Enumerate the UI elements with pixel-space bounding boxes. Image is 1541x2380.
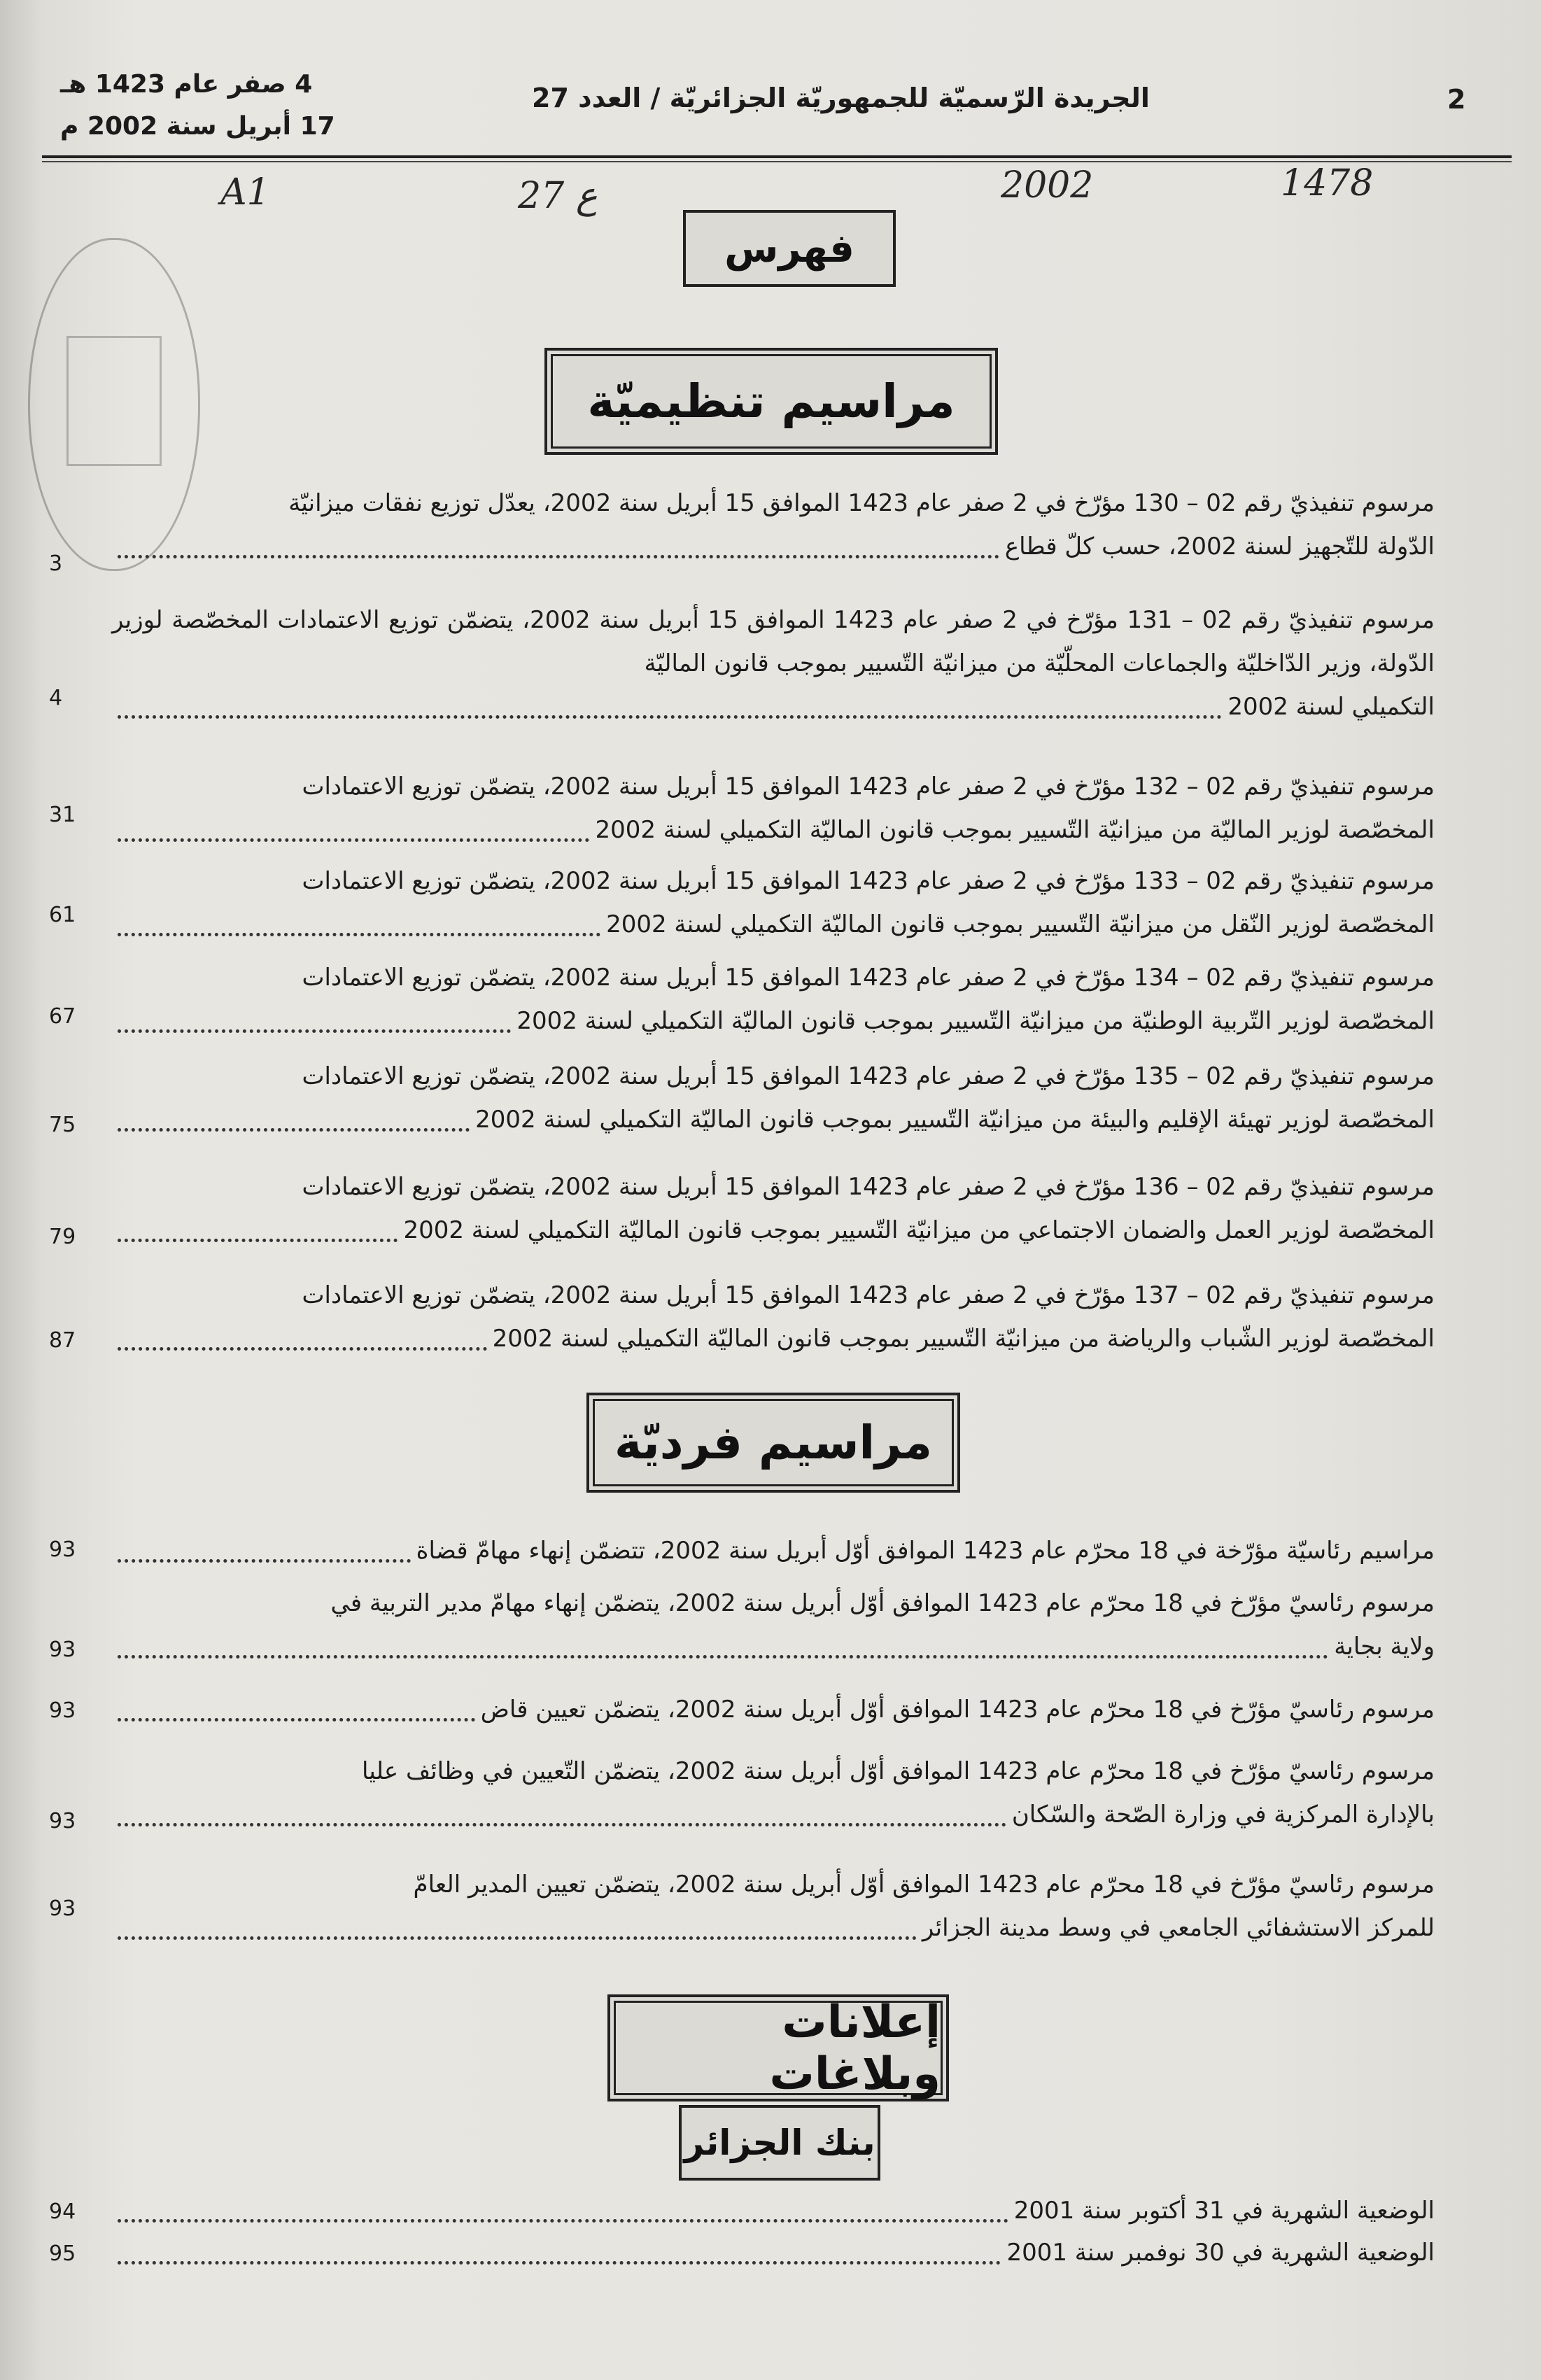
handwritten-note-d: 1478: [1281, 162, 1374, 204]
dot-leader: [118, 838, 589, 842]
index-title-box: [683, 210, 896, 287]
toc-page-number: 87: [49, 1328, 76, 1353]
handwritten-note-b: 27 ع: [518, 175, 598, 217]
toc-entry-text: مرسوم تنفيذيّ رقم 02 – 130 مؤرّخ في 2 صفر عام 1423 الموافق 15 أبريل سنة 2002، يعدّل توزيع نفقات ميزانيّة: [288, 489, 1435, 517]
toc-entry-last-line: مراسيم رئاسيّة مؤرّخة في 18 محرّم عام 1423 الموافق أوّل أبريل سنة 2002، تتضمّن إنهاء مهامّ قضاة: [416, 1537, 1435, 1565]
dot-leader: [118, 1128, 470, 1132]
bank-title: بنك الجزائر: [684, 2122, 875, 2163]
toc-entry-text: مرسوم تنفيذيّ رقم 02 – 135 مؤرّخ في 2 صفر عام 1423 الموافق 15 أبريل سنة 2002، يتضمّن توزيع الاعتمادات: [302, 1062, 1435, 1090]
dot-leader: [118, 1347, 487, 1351]
toc-page-number: 3: [49, 551, 63, 576]
toc-entry[interactable]: [112, 1529, 1435, 1572]
bank-title-box: [679, 2105, 880, 2181]
toc-entry[interactable]: [112, 765, 1435, 852]
announcements-title: إعلانات وبلاغات: [769, 1996, 941, 2100]
toc-entry-last-line: المخصّصة لوزير النّقل من ميزانيّة التّسيير بموجب قانون الماليّة التكميلي لسنة 2002: [606, 910, 1435, 938]
toc-entry[interactable]: [112, 859, 1435, 946]
dot-leader: [118, 1823, 1006, 1826]
individual-title-inner: [593, 1399, 954, 1486]
toc-entry[interactable]: [112, 1055, 1435, 1141]
dot-leader: [118, 2261, 1001, 2265]
dot-leader: [118, 1655, 1328, 1659]
toc-entry-text: مرسوم تنفيذيّ رقم 02 – 136 مؤرّخ في 2 صفر عام 1423 الموافق 15 أبريل سنة 2002، يتضمّن توزيع الاعتمادات: [302, 1173, 1435, 1201]
toc-entry-text: مرسوم تنفيذيّ رقم 02 – 137 مؤرّخ في 2 صفر عام 1423 الموافق 15 أبريل سنة 2002، يتضمّن توزيع الاعتمادات: [302, 1281, 1435, 1309]
dot-leader: [118, 933, 600, 936]
toc-entry-last-line: بالإدارة المركزية في وزارة الصّحة والسّكان: [1011, 1801, 1435, 1829]
toc-entry-text: مرسوم تنفيذيّ رقم 02 – 134 مؤرّخ في 2 صفر عام 1423 الموافق 15 أبريل سنة 2002، يتضمّن توزيع الاعتمادات: [302, 964, 1435, 992]
toc-entry-last-line: الوضعية الشهرية في 31 أكتوبر سنة 2001: [1013, 2197, 1435, 2225]
toc-entry-last-line: مرسوم رئاسيّ مؤرّخ في 18 محرّم عام 1423 الموافق أوّل أبريل سنة 2002، يتضمّن تعيين قاض: [480, 1696, 1435, 1724]
toc-page-number: 67: [49, 1004, 76, 1029]
dot-leader: [118, 2219, 1008, 2223]
toc-entry-last-line: المخصّصة لوزير التّربية الوطنيّة من ميزانيّة التّسيير بموجب قانون الماليّة التكميلي لسنة 2002: [516, 1007, 1435, 1035]
dot-leader: [118, 1559, 411, 1563]
toc-entry[interactable]: [112, 1165, 1435, 1252]
toc-entry-text: مرسوم رئاسيّ مؤرّخ في 18 محرّم عام 1423 الموافق أوّل أبريل سنة 2002، يتضمّن التّعيين في وظائف عليا: [362, 1757, 1435, 1785]
toc-page-number: 4: [49, 686, 63, 710]
toc-entry[interactable]: [112, 1274, 1435, 1360]
toc-page-number: 93: [49, 1537, 76, 1562]
toc-entry[interactable]: [112, 1582, 1435, 1668]
toc-entry-last-line: ولاية بجاية: [1334, 1633, 1435, 1661]
archive-stamp-inner: [66, 336, 162, 466]
dot-leader: [118, 1239, 397, 1242]
toc-entry[interactable]: [112, 1688, 1435, 1731]
toc-page-number: 79: [49, 1225, 76, 1249]
toc-entry-last-line: المخصّصة لوزير العمل والضمان الاجتماعي من ميزانيّة التّسيير بموجب قانون الماليّة التكميلي لسنة 2002: [403, 1216, 1435, 1244]
individual-title-box: [586, 1393, 960, 1493]
journal-title: الجريدة الرّسميّة للجمهوريّة الجزائريّة / العدد 27: [532, 83, 1150, 113]
toc-entry-text: مرسوم تنفيذيّ رقم 02 – 133 مؤرّخ في 2 صفر عام 1423 الموافق 15 أبريل سنة 2002، يتضمّن توزيع الاعتمادات: [302, 867, 1435, 895]
toc-entry-text: مرسوم رئاسيّ مؤرّخ في 18 محرّم عام 1423 الموافق أوّل أبريل سنة 2002، يتضمّن تعيين المدير العامّ: [413, 1871, 1435, 1899]
toc-entry-text: مرسوم رئاسيّ مؤرّخ في 18 محرّم عام 1423 الموافق أوّل أبريل سنة 2002، يتضمّن إنهاء مهامّ مدير التربية في: [330, 1589, 1435, 1617]
toc-entry-text: مرسوم تنفيذيّ رقم 02 – 131 مؤرّخ في 2 صفر عام 1423 الموافق 15 أبريل سنة 2002، يتضمّن توزيع الاعتمادات المخصّصة لوزير الدّولة، وزير الدّاخليّة والجماعات المحلّيّة من ميزانيّة التّسيير بموجب قانون الماليّة: [112, 606, 1435, 677]
toc-entry-last-line: المخصّصة لوزير الماليّة من ميزانيّة التّسيير بموجب قانون الماليّة التكميلي لسنة 2002: [595, 816, 1435, 844]
toc-page-number: 61: [49, 903, 76, 927]
dot-leader: [118, 1718, 475, 1721]
dot-leader: [118, 715, 1222, 719]
announcements-title-box: [607, 1994, 949, 2101]
gregorian-date: 17 أبريل سنة 2002 م: [60, 112, 335, 141]
toc-entry[interactable]: [112, 481, 1435, 568]
toc-entry-last-line: الدّولة للتّجهيز لسنة 2002، حسب كلّ قطاع: [1004, 533, 1435, 561]
regulatory-title-inner: [551, 354, 992, 449]
toc-entry[interactable]: [112, 2189, 1435, 2232]
toc-page-number: 93: [49, 1638, 76, 1662]
handwritten-note-c: 2002: [1001, 164, 1094, 206]
toc-entry-last-line: المخصّصة لوزير تهيئة الإقليم والبيئة من ميزانيّة التّسيير بموجب قانون الماليّة التكميلي لسنة 2002: [475, 1106, 1435, 1134]
page-number: 2: [1447, 84, 1466, 115]
toc-entry[interactable]: [112, 956, 1435, 1043]
toc-page-number: 93: [49, 1809, 76, 1833]
hijri-date: 4 صفر عام 1423 هـ: [60, 70, 313, 99]
toc-entry-text: مرسوم تنفيذيّ رقم 02 – 132 مؤرّخ في 2 صفر عام 1423 الموافق 15 أبريل سنة 2002، يتضمّن توزيع الاعتمادات: [302, 773, 1435, 801]
handwritten-note-a: A1: [220, 171, 270, 213]
regulatory-title: مراسيم تنظيميّة: [587, 374, 955, 428]
toc-entry[interactable]: [112, 1749, 1435, 1836]
toc-entry-last-line: للمركز الاستشفائي الجامعي في وسط مدينة الجزائر: [922, 1914, 1435, 1942]
individual-title: مراسيم فرديّة: [614, 1416, 933, 1470]
header-rule: [42, 155, 1512, 158]
regulatory-title-box: [544, 348, 998, 455]
toc-entry[interactable]: [112, 1863, 1435, 1950]
toc-page-number: 93: [49, 1896, 76, 1921]
toc-entry[interactable]: [112, 2231, 1435, 2274]
toc-page-number: 95: [49, 2241, 76, 2266]
dot-leader: [118, 1936, 917, 1940]
toc-entry-last-line: التكميلي لسنة 2002: [1227, 693, 1435, 721]
announcements-title-inner: [614, 1996, 943, 2100]
toc-page-number: 75: [49, 1113, 76, 1137]
toc-page-number: 93: [49, 1698, 76, 1723]
toc-page-number: 94: [49, 2199, 76, 2224]
toc-page-number: 31: [49, 803, 76, 827]
dot-leader: [118, 555, 999, 558]
index-title: فهرس: [724, 225, 854, 272]
toc-entry-last-line: المخصّصة لوزير الشّباب والرياضة من ميزانيّة التّسيير بموجب قانون الماليّة التكميلي لسنة 2002: [492, 1325, 1435, 1353]
toc-entry-last-line: الوضعية الشهرية في 30 نوفمبر سنة 2001: [1006, 2239, 1435, 2267]
toc-entry[interactable]: [112, 598, 1435, 728]
dot-leader: [118, 1029, 511, 1033]
